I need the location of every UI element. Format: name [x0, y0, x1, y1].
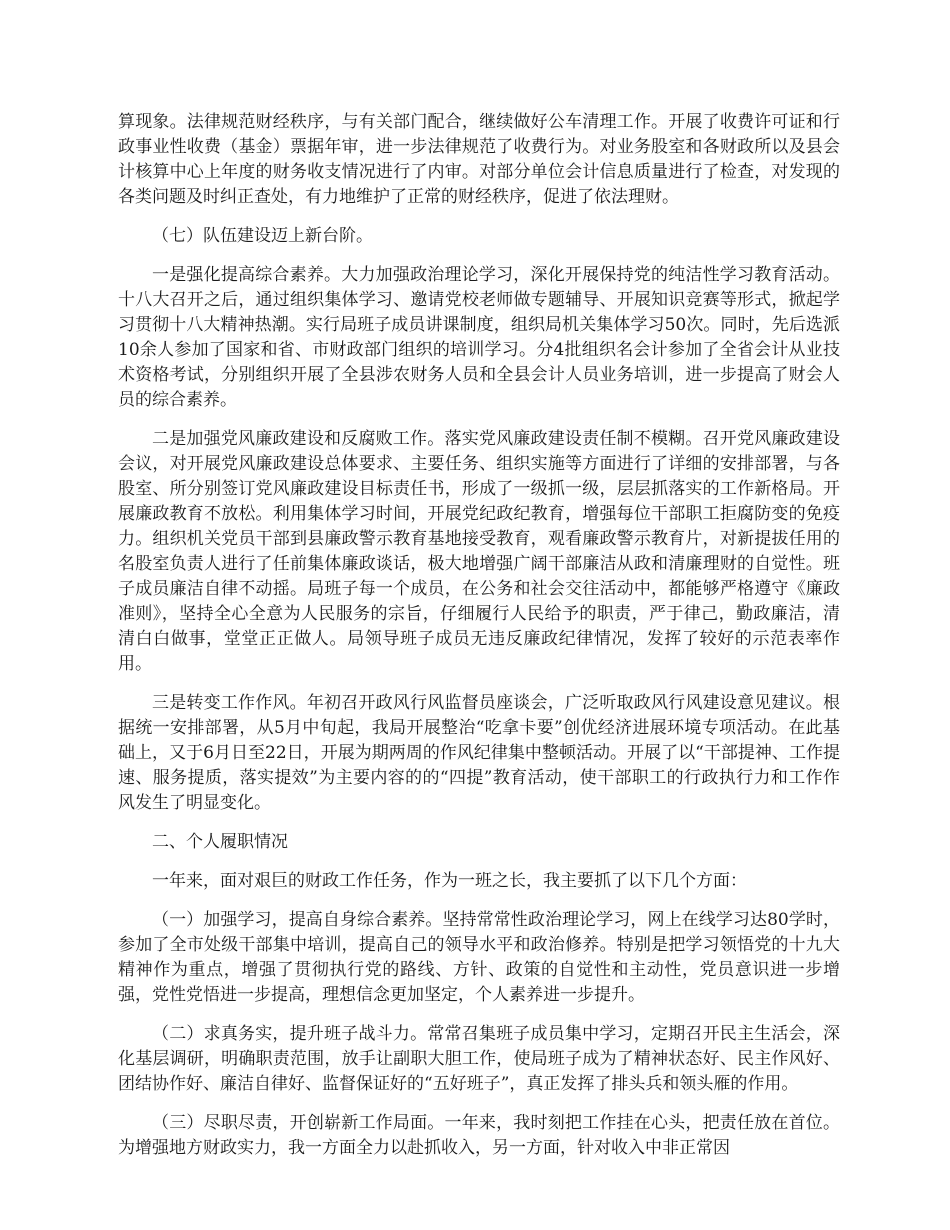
document-page: [118, 110, 840, 1175]
paragraph-anti-corruption: 二是加强党风廉政建设和反腐败工作。落实党风廉政建设责任制不模糊。召开党风廉政建设会议，对开展党风廉政建设总体要求、主要任务、组织实施等方面进行了详细的安排部署，与各股室、所分别签订党风廉政建设目标责任书，形成了一级抓一级，层层抓落实的工作新格局。开展廉政教育不放松。利用集体学习时间，开展党纪政纪教育，增强每位干部职工拒腐防变的免疫力。组织机关党员干部到县廉政警示教育基地接受教育，观看廉政警示教育片，对新提拔任用的名股室负责人进行了任前集体廉政谈话，极大地增强广阔干部廉洁从政和清廉理财的自觉性。班子成员廉洁自律不动摇。局班子每一个成员，在公务和社会交往活动中，都能够严格遵守《廉政准则》，坚持全心全意为人民服务的宗旨，仔细履行人民给予的职责，严于律己，勤政廉洁，清清白白做事，堂堂正正做人。局领导班子成员无违反廉政纪律情况，发挥了较好的示范表率作用。: [118, 429, 840, 674]
paragraph-work-style: 三是转变工作作风。年初召开政风行风监督员座谈会，广泛听取政风行风建设意见建议。根据统一安排部署，从5月中旬起，我局开展整治“吃拿卡要”创优经济进展环境专项活动。在此基础上，又于6月日至22日，开展为期两周的作风纪律集中整顿活动。开展了以“干部提神、工作提速、服务提质，落实提效”为主要内容的的“四提”教育活动，使干部职工的行政执行力和工作作风发生了明显变化。: [118, 693, 840, 813]
paragraph-comprehensive-quality: 一是强化提高综合素养。大力加强政治理论学习，深化开展保持党的纯洁性学习教育活动。十八大召开之后，通过组织集体学习、邀请党校老师做专题辅导、开展知识竞赛等形式，掀起学习贯彻十八大精神热潮。实行局班子成员讲课制度，组织局机关集体学习50次。同时，先后选派10余人参加了国家和省、市财政部门组织的培训学习。分4批组织名会计参加了全省会计从业技术资格考试，分别组织开展了全县涉农财务人员和全县会计人员业务培训，进一步提高了财会人员的综合素养。: [118, 265, 840, 410]
heading-team-building: （七）队伍建设迈上新台阶。: [152, 226, 373, 246]
paragraph-new-situation: （三）尽职尽责，开创崭新工作局面。一年来，我时刻把工作挂在心头，把责任放在首位。为增强地方财政实力，我一方面全力以赴抓收入，另一方面，针对收入中非正常因: [118, 1113, 840, 1158]
paragraph-year-overview: 一年来，面对艰巨的财政工作任务，作为一班之长，我主要抓了以下几个方面：: [152, 871, 747, 891]
heading-personal-duties: 二、个人履职情况: [152, 832, 288, 852]
paragraph-financial-order: 算现象。法律规范财经秩序，与有关部门配合，继续做好公车清理工作。开展了收费许可证和行政事业性收费（基金）票据年审，进一步法律规范了收费行为。对业务股室和各财政所以及县会计核算中心上年度的财务收支情况进行了内审。对部分单位会计信息质量进行了检查，对发现的各类问题及时纠正查处，有力地维护了正常的财经秩序，促进了依法理财。: [118, 112, 840, 207]
paragraph-strengthen-study: （一）加强学习，提高自身综合素养。坚持常常性政治理论学习，网上在线学习达80学时，参加了全市处级干部集中培训，提高自己的领导水平和政治修养。特别是把学习领悟党的十九大精神作为重点，增强了贯彻执行党的路线、方针、政策的自觉性和主动性，党员意识进一步增强，党性党悟进一步提高，理想信念更加坚定，个人素养进一步提升。: [118, 910, 840, 1005]
paragraph-team-strength: （二）求真务实，提升班子战斗力。常常召集班子成员集中学习，定期召开民主生活会，深化基层调研，明确职责范围，放手让副职大胆工作，使局班子成为了精神状态好、民主作风好、团结协作好、廉洁自律好、监督保证好的“五好班子”，真正发挥了排头兵和领头雁的作用。: [118, 1024, 840, 1094]
